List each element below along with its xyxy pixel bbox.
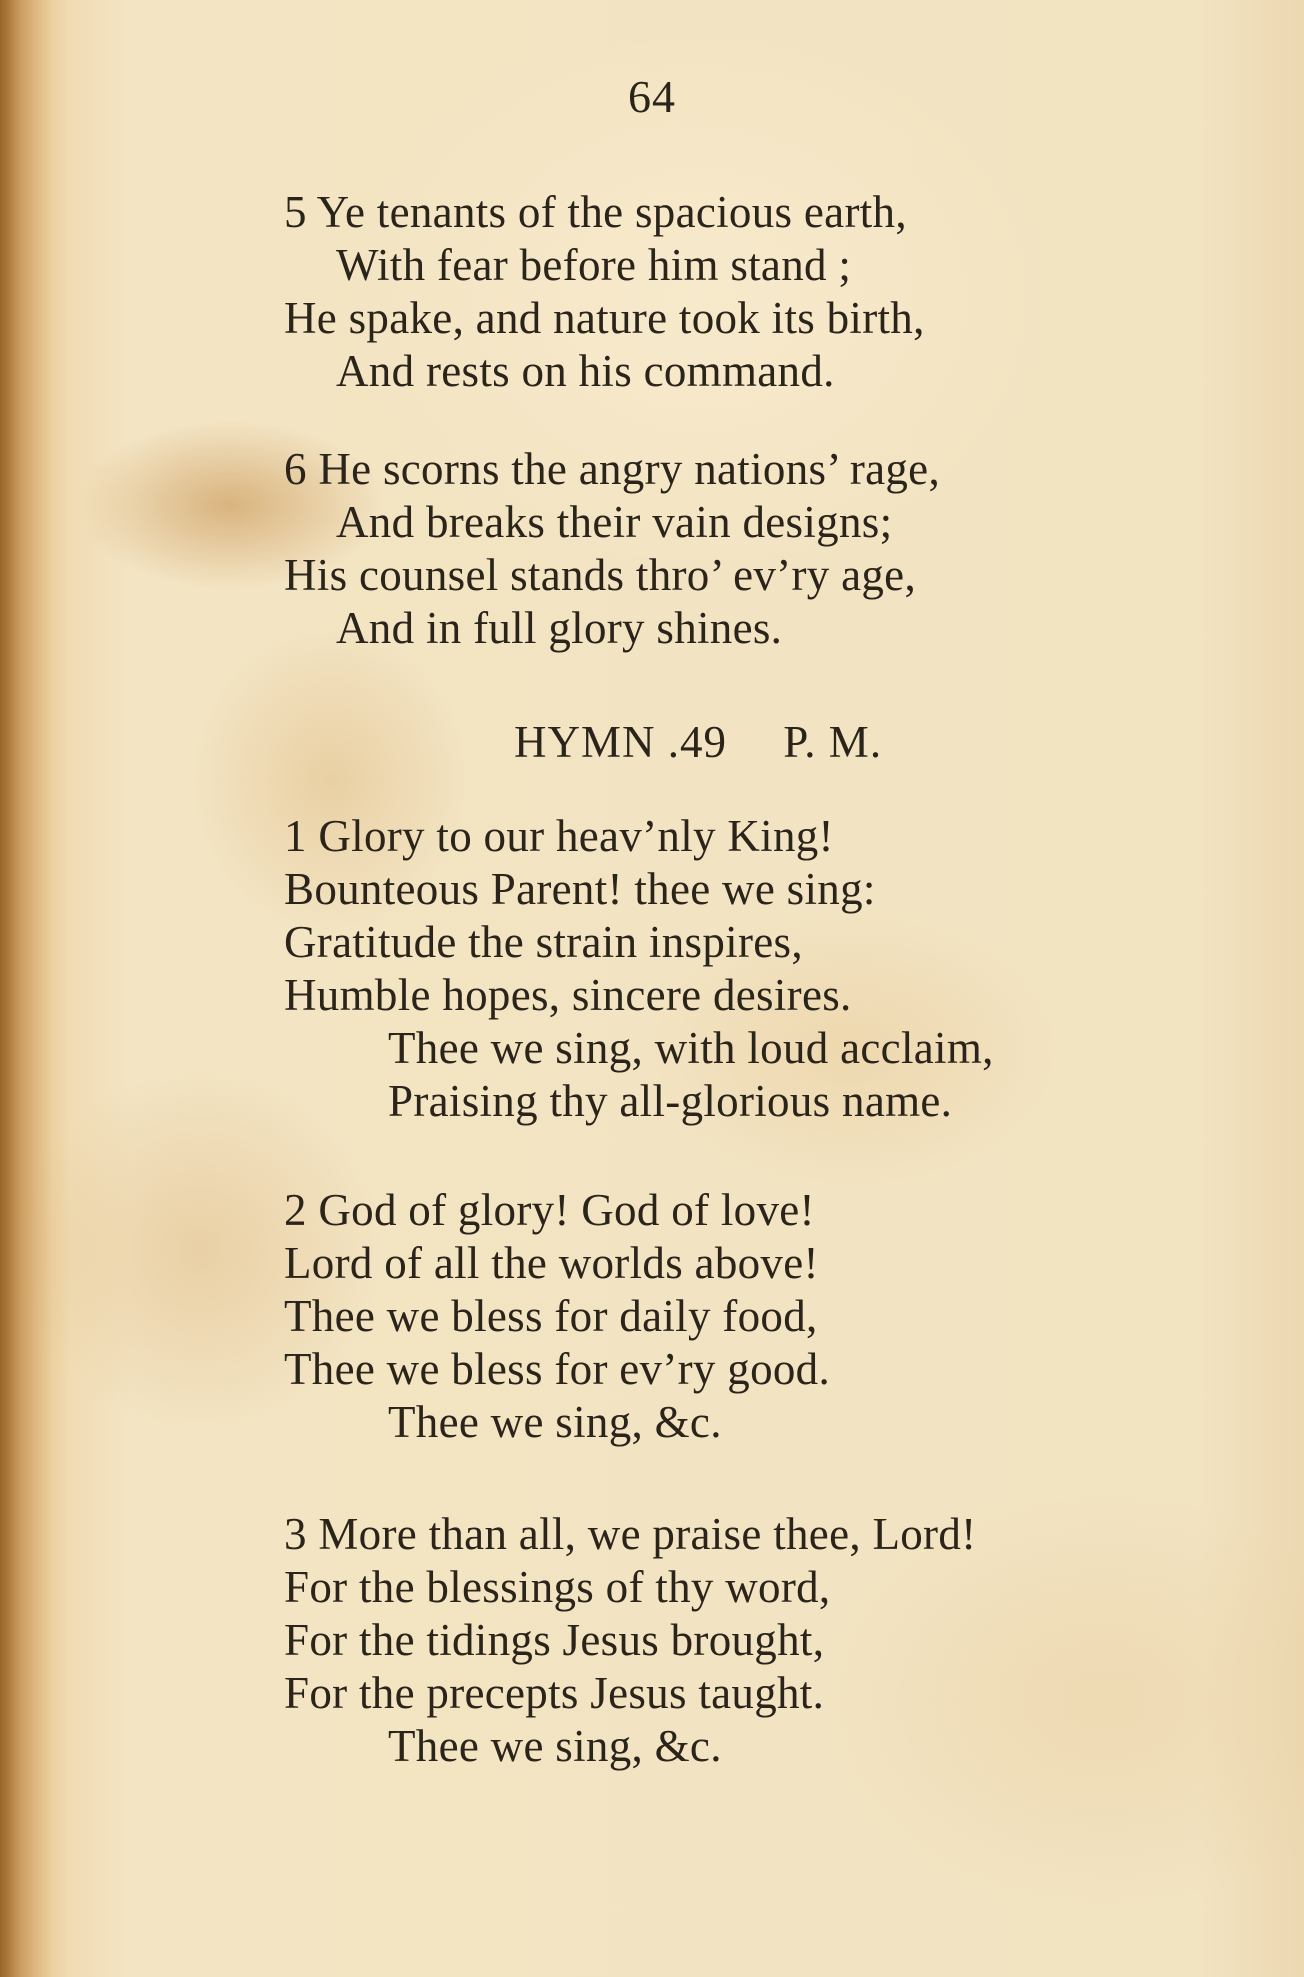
page-number: 64 [628,71,676,122]
verse-line: And in full glory shines. [336,603,783,653]
verse-line: 3 More than all, we praise thee, Lord! [284,1509,977,1559]
verse-line: His counsel stands thro’ ev’ry age, [284,550,916,600]
hymn-meter: P. M. [783,717,883,767]
show-through-bleed [1094,190,1244,1890]
refrain-line: Thee we sing, with loud acclaim, [388,1023,994,1073]
verse-line: He spake, and nature took its birth, [284,293,925,343]
hymn-heading [514,716,882,768]
stanza-5 [284,186,925,398]
hymn-number: HYMN .49 [514,717,728,767]
verse-line: With fear before him stand ; [336,240,852,290]
verse-line: And breaks their vain designs; [336,497,893,547]
verse-line: Humble hopes, sincere desires. [284,970,852,1020]
verse-line: For the blessings of thy word, [284,1562,831,1612]
verse-line: Lord of all the worlds above! [284,1238,819,1288]
binding-gutter [0,0,52,1977]
stanza-6 [284,443,940,655]
refrain-line: Thee we sing, &c. [388,1721,722,1771]
hymn-stanza-2 [284,1184,830,1449]
verse-line: 5 Ye tenants of the spacious earth, [284,187,907,237]
verse-line: And rests on his command. [336,346,835,396]
refrain-line: Praising thy all-glorious name. [388,1076,953,1126]
verse-line: Thee we bless for daily food, [284,1291,818,1341]
verse-line: For the tidings Jesus brought, [284,1615,825,1665]
verse-line: 2 God of glory! God of love! [284,1185,815,1235]
verse-line: Gratitude the strain inspires, [284,917,803,967]
verse-line: Bounteous Parent! thee we sing: [284,864,876,914]
refrain-line: Thee we sing, &c. [388,1397,722,1447]
verse-line: 6 He scorns the angry nations’ rage, [284,444,941,494]
verse-line: Thee we bless for ev’ry good. [284,1344,831,1394]
verse-line: For the precepts Jesus taught. [284,1668,825,1718]
hymn-stanza-1 [284,810,994,1128]
hymn-stanza-3 [284,1508,976,1773]
verse-line: 1 Glory to our heav’nly King! [284,811,834,861]
